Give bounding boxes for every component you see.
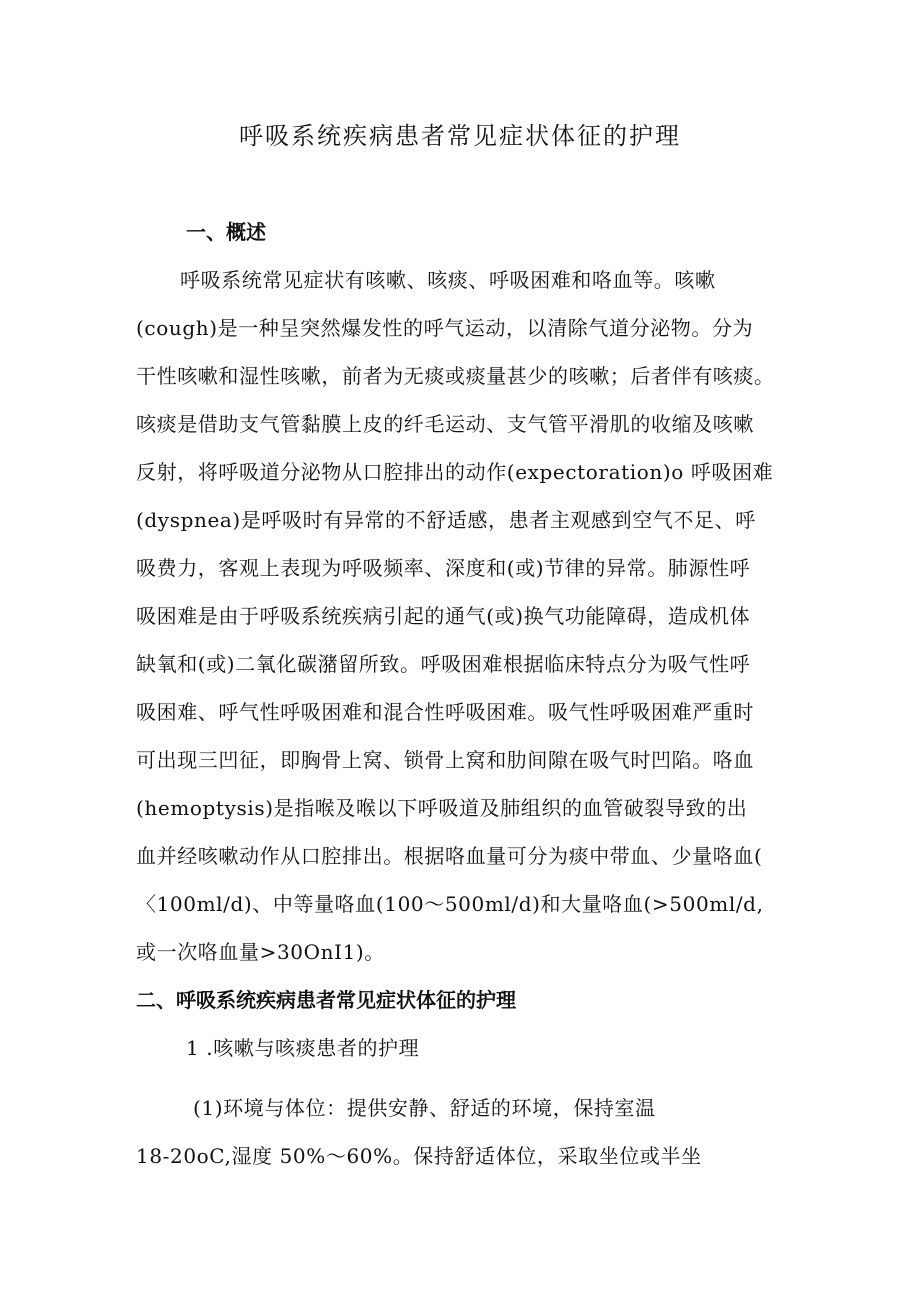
paragraph-line: (hemoptysis)是指喉及喉以下呼吸道及肺组织的血管破裂导致的出 [136,796,748,820]
paragraph-line: 呼吸系统常见症状有咳嗽、咳痰、呼吸困难和咯血等。咳嗽 [180,268,716,292]
paragraph-line: 或一次咯血量>30OnI1)。 [136,940,385,964]
paragraph-line: 可出现三凹征，即胸骨上窝、锁骨上窝和肋间隙在吸气时凹陷。咯血 [136,748,754,772]
section-heading-overview: 一、概述 [186,220,266,244]
subsection-heading: 1 .咳嗽与咳痰患者的护理 [186,1036,420,1060]
paragraph-line: 干性咳嗽和湿性咳嗽，前者为无痰或痰量甚少的咳嗽；后者伴有咳痰。 [136,364,775,388]
item-line: (1)环境与体位：提供安静、舒适的环境，保持室温 [193,1096,656,1120]
paragraph-line: 吸困难、呼气性呼吸困难和混合性呼吸困难。吸气性呼吸困难严重时 [136,700,754,724]
paragraph-line: 反射，将呼吸道分泌物从口腔排出的动作(expectoration)o 呼吸困难 [136,460,774,484]
section-heading-nursing: 二、呼吸系统疾病患者常见症状体征的护理 [136,988,516,1012]
paragraph-line: 血并经咳嗽动作从口腔排出。根据咯血量可分为痰中带血、少量咯血( [136,844,763,868]
paragraph-line: 〈100ml/d)、中等量咯血(100～500ml∕d)和大量咯血(>500ml∕d, [136,892,764,916]
paragraph-line: 咳痰是借助支气管黏膜上皮的纤毛运动、支气管平滑肌的收缩及咳嗽 [136,412,754,436]
paragraph-line: 吸费力，客观上表现为呼吸频率、深度和(或)节律的异常。肺源性呼 [136,556,751,580]
document-title: 呼吸系统疾病患者常见症状体征的护理 [239,122,681,150]
paragraph-line: (cough)是一种呈突然爆发性的呼气运动，以清除气道分泌物。分为 [136,316,754,340]
paragraph-line: 吸困难是由于呼吸系统疾病引起的通气(或)换气功能障碍，造成机体 [136,604,751,628]
paragraph-line: 缺氧和(或)二氧化碳潴留所致。呼吸困难根据临床特点分为吸气性呼 [136,652,751,676]
paragraph-line: (dyspnea)是呼吸时有异常的不舒适感，患者主观感到空气不足、呼 [136,508,756,532]
item-line: 18-20oC,湿度 50%～60%。保持舒适体位，采取坐位或半坐 [136,1144,702,1168]
